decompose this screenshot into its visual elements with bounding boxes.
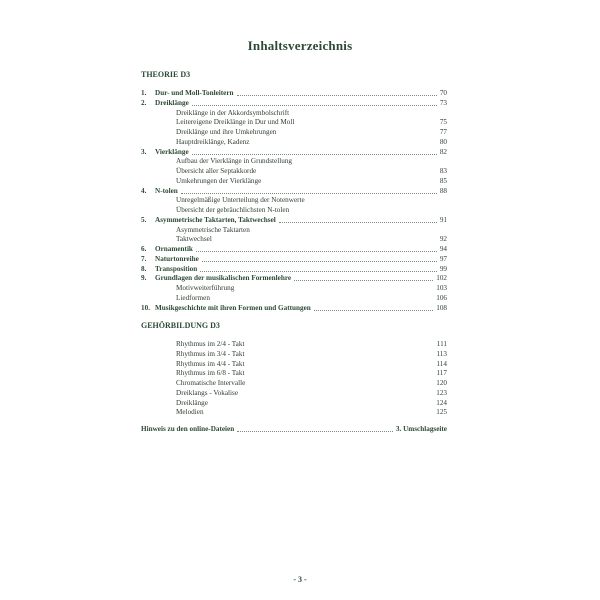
hinweis-page: 3. Umschlagseite bbox=[395, 425, 447, 433]
entry-page: 94 bbox=[439, 245, 447, 253]
entry-title: Hauptdreiklänge, Kadenz bbox=[176, 137, 250, 146]
toc-subentry bbox=[141, 205, 447, 215]
entry-page: 123 bbox=[436, 388, 447, 397]
toc-entry bbox=[141, 88, 447, 98]
section-heading-theorie: THEORIE D3 bbox=[141, 70, 191, 79]
toc-entry bbox=[141, 254, 447, 264]
toc-subentry bbox=[141, 398, 447, 408]
entry-title: Aufbau der Vierklänge in Grundstellung bbox=[176, 157, 293, 166]
entry-page: 73 bbox=[439, 98, 447, 107]
entry-title: Dur- und Moll-Tonleitern bbox=[155, 89, 234, 97]
entry-page: 77 bbox=[439, 128, 447, 136]
entry-page: 85 bbox=[439, 176, 447, 185]
toc-entry bbox=[141, 264, 447, 274]
toc-subentry bbox=[141, 137, 447, 147]
entry-page: 70 bbox=[439, 89, 447, 97]
entry-title: Unregelmäßige Unterteilung der Notenwerte bbox=[176, 196, 305, 205]
leader-dots bbox=[196, 251, 437, 252]
toc-subentry bbox=[141, 195, 447, 205]
entry-title: Asymmetrische Taktarten bbox=[176, 225, 250, 234]
leader-dots bbox=[279, 222, 437, 223]
entry-title: N-tolen bbox=[155, 186, 178, 195]
entry-number: 2. bbox=[141, 98, 147, 107]
entry-page: 117 bbox=[436, 369, 447, 378]
toc-entry bbox=[141, 186, 447, 196]
entry-title: Motivweiterführung bbox=[176, 284, 235, 292]
toc-subentry bbox=[141, 117, 447, 127]
leader-dots bbox=[192, 105, 437, 106]
toc-subentry bbox=[141, 349, 447, 359]
entry-title: Ornamentik bbox=[155, 245, 193, 253]
entry-number: 4. bbox=[141, 186, 147, 195]
entry-title: Musikgeschichte mit ihren Formen und Gattungen bbox=[155, 303, 311, 312]
entry-page: 124 bbox=[436, 398, 447, 407]
toc-entry bbox=[141, 215, 447, 225]
toc-subentry bbox=[141, 359, 447, 369]
entry-title: Übersicht der gebräuchlichsten N-tolen bbox=[176, 206, 290, 214]
leader-dots bbox=[294, 280, 433, 281]
entry-page: 106 bbox=[436, 293, 447, 302]
toc-subentry bbox=[141, 293, 447, 303]
hinweis-row bbox=[141, 424, 447, 434]
entry-page: 83 bbox=[439, 167, 447, 175]
entry-page: 102 bbox=[436, 274, 447, 283]
toc-subentry bbox=[141, 127, 447, 137]
entry-page: 108 bbox=[436, 303, 447, 312]
entry-title: Taktwechsel bbox=[176, 235, 212, 244]
toc-subentry bbox=[141, 156, 447, 166]
entry-number: 5. bbox=[141, 215, 147, 224]
entry-title: Chromatische Intervalle bbox=[176, 379, 246, 387]
entry-title: Dreiklangs - Vokalise bbox=[176, 388, 239, 397]
entry-page: 91 bbox=[439, 215, 447, 224]
entry-number: 8. bbox=[141, 264, 147, 273]
entry-page: 99 bbox=[439, 264, 447, 273]
entry-title: Grundlagen der musikalischen Formenlehre bbox=[155, 274, 292, 283]
entry-number: 3. bbox=[141, 147, 147, 156]
entry-title: Dreiklänge bbox=[155, 98, 189, 107]
entry-title: Naturtonreihe bbox=[155, 254, 199, 263]
entry-title: Asymmetrische Taktarten, Taktwechsel bbox=[155, 215, 276, 224]
hinweis-label: Hinweis zu den online-Dateien bbox=[141, 425, 235, 433]
entry-page: 125 bbox=[436, 408, 447, 417]
page-title: Inhaltsverzeichnis bbox=[247, 38, 353, 53]
entry-page: 88 bbox=[439, 186, 447, 195]
toc-subentry bbox=[141, 225, 447, 235]
toc-entry bbox=[141, 98, 447, 108]
leader-dots bbox=[202, 261, 437, 262]
toc-entry bbox=[141, 147, 447, 157]
entry-page: 97 bbox=[439, 254, 447, 263]
toc-subentry bbox=[141, 368, 447, 378]
toc-subentry bbox=[141, 234, 447, 244]
entry-page: 103 bbox=[436, 284, 447, 292]
entry-title: Dreiklänge bbox=[176, 398, 208, 407]
entry-number: 6. bbox=[141, 245, 147, 253]
entry-number: 1. bbox=[141, 89, 147, 97]
entry-number: 9. bbox=[141, 274, 147, 283]
entry-number: 7. bbox=[141, 254, 147, 263]
toc-subentry bbox=[141, 388, 447, 398]
entry-title: Rhythmus im 6/8 - Takt bbox=[176, 369, 245, 378]
leader-dots bbox=[200, 271, 437, 272]
entry-page: 113 bbox=[436, 349, 447, 358]
toc-subentry bbox=[141, 283, 447, 293]
entry-page: 120 bbox=[436, 379, 447, 387]
entry-page: 75 bbox=[439, 118, 447, 127]
toc-entry bbox=[141, 273, 447, 283]
entry-title: Leitereigene Dreiklänge in Dur und Moll bbox=[176, 118, 295, 127]
entry-title: Liedformen bbox=[176, 293, 210, 302]
page-number: - 3 - bbox=[293, 575, 307, 584]
entry-title: Rhythmus im 3/4 - Takt bbox=[176, 349, 245, 358]
entry-page: 111 bbox=[436, 340, 447, 348]
entry-title: Umkehrungen der Vierklänge bbox=[176, 176, 262, 185]
entry-number: 10. bbox=[141, 303, 150, 312]
entry-page: 80 bbox=[439, 137, 447, 146]
leader-dots bbox=[181, 193, 437, 194]
toc-subentry bbox=[141, 407, 447, 417]
entry-title: Übersicht aller Septakkorde bbox=[176, 167, 257, 175]
entry-title: Rhythmus im 4/4 - Takt bbox=[176, 359, 245, 368]
entry-title: Dreiklänge und ihre Umkehrungen bbox=[176, 128, 277, 136]
leader-dots bbox=[237, 431, 393, 432]
toc-subentry bbox=[141, 339, 447, 349]
toc-subentry bbox=[141, 108, 447, 118]
entry-page: 82 bbox=[439, 147, 447, 156]
toc-entry bbox=[141, 303, 447, 313]
entry-title: Rhythmus im 2/4 - Takt bbox=[176, 340, 245, 348]
entry-title: Melodien bbox=[176, 408, 204, 417]
entry-page: 114 bbox=[436, 359, 447, 368]
entry-title: Transposition bbox=[155, 264, 198, 273]
leader-dots bbox=[192, 154, 437, 155]
toc-entry bbox=[141, 244, 447, 254]
section-heading-gehoerbildung: GEHÖRBILDUNG D3 bbox=[141, 321, 220, 330]
toc-subentry bbox=[141, 378, 447, 388]
entry-title: Dreiklänge in der Akkordsymbolschrift bbox=[176, 108, 290, 117]
leader-dots bbox=[314, 310, 433, 311]
entry-title: Vierklänge bbox=[155, 147, 189, 156]
toc-subentry bbox=[141, 176, 447, 186]
leader-dots bbox=[237, 95, 437, 96]
entry-page: 92 bbox=[439, 235, 447, 244]
toc-subentry bbox=[141, 166, 447, 176]
